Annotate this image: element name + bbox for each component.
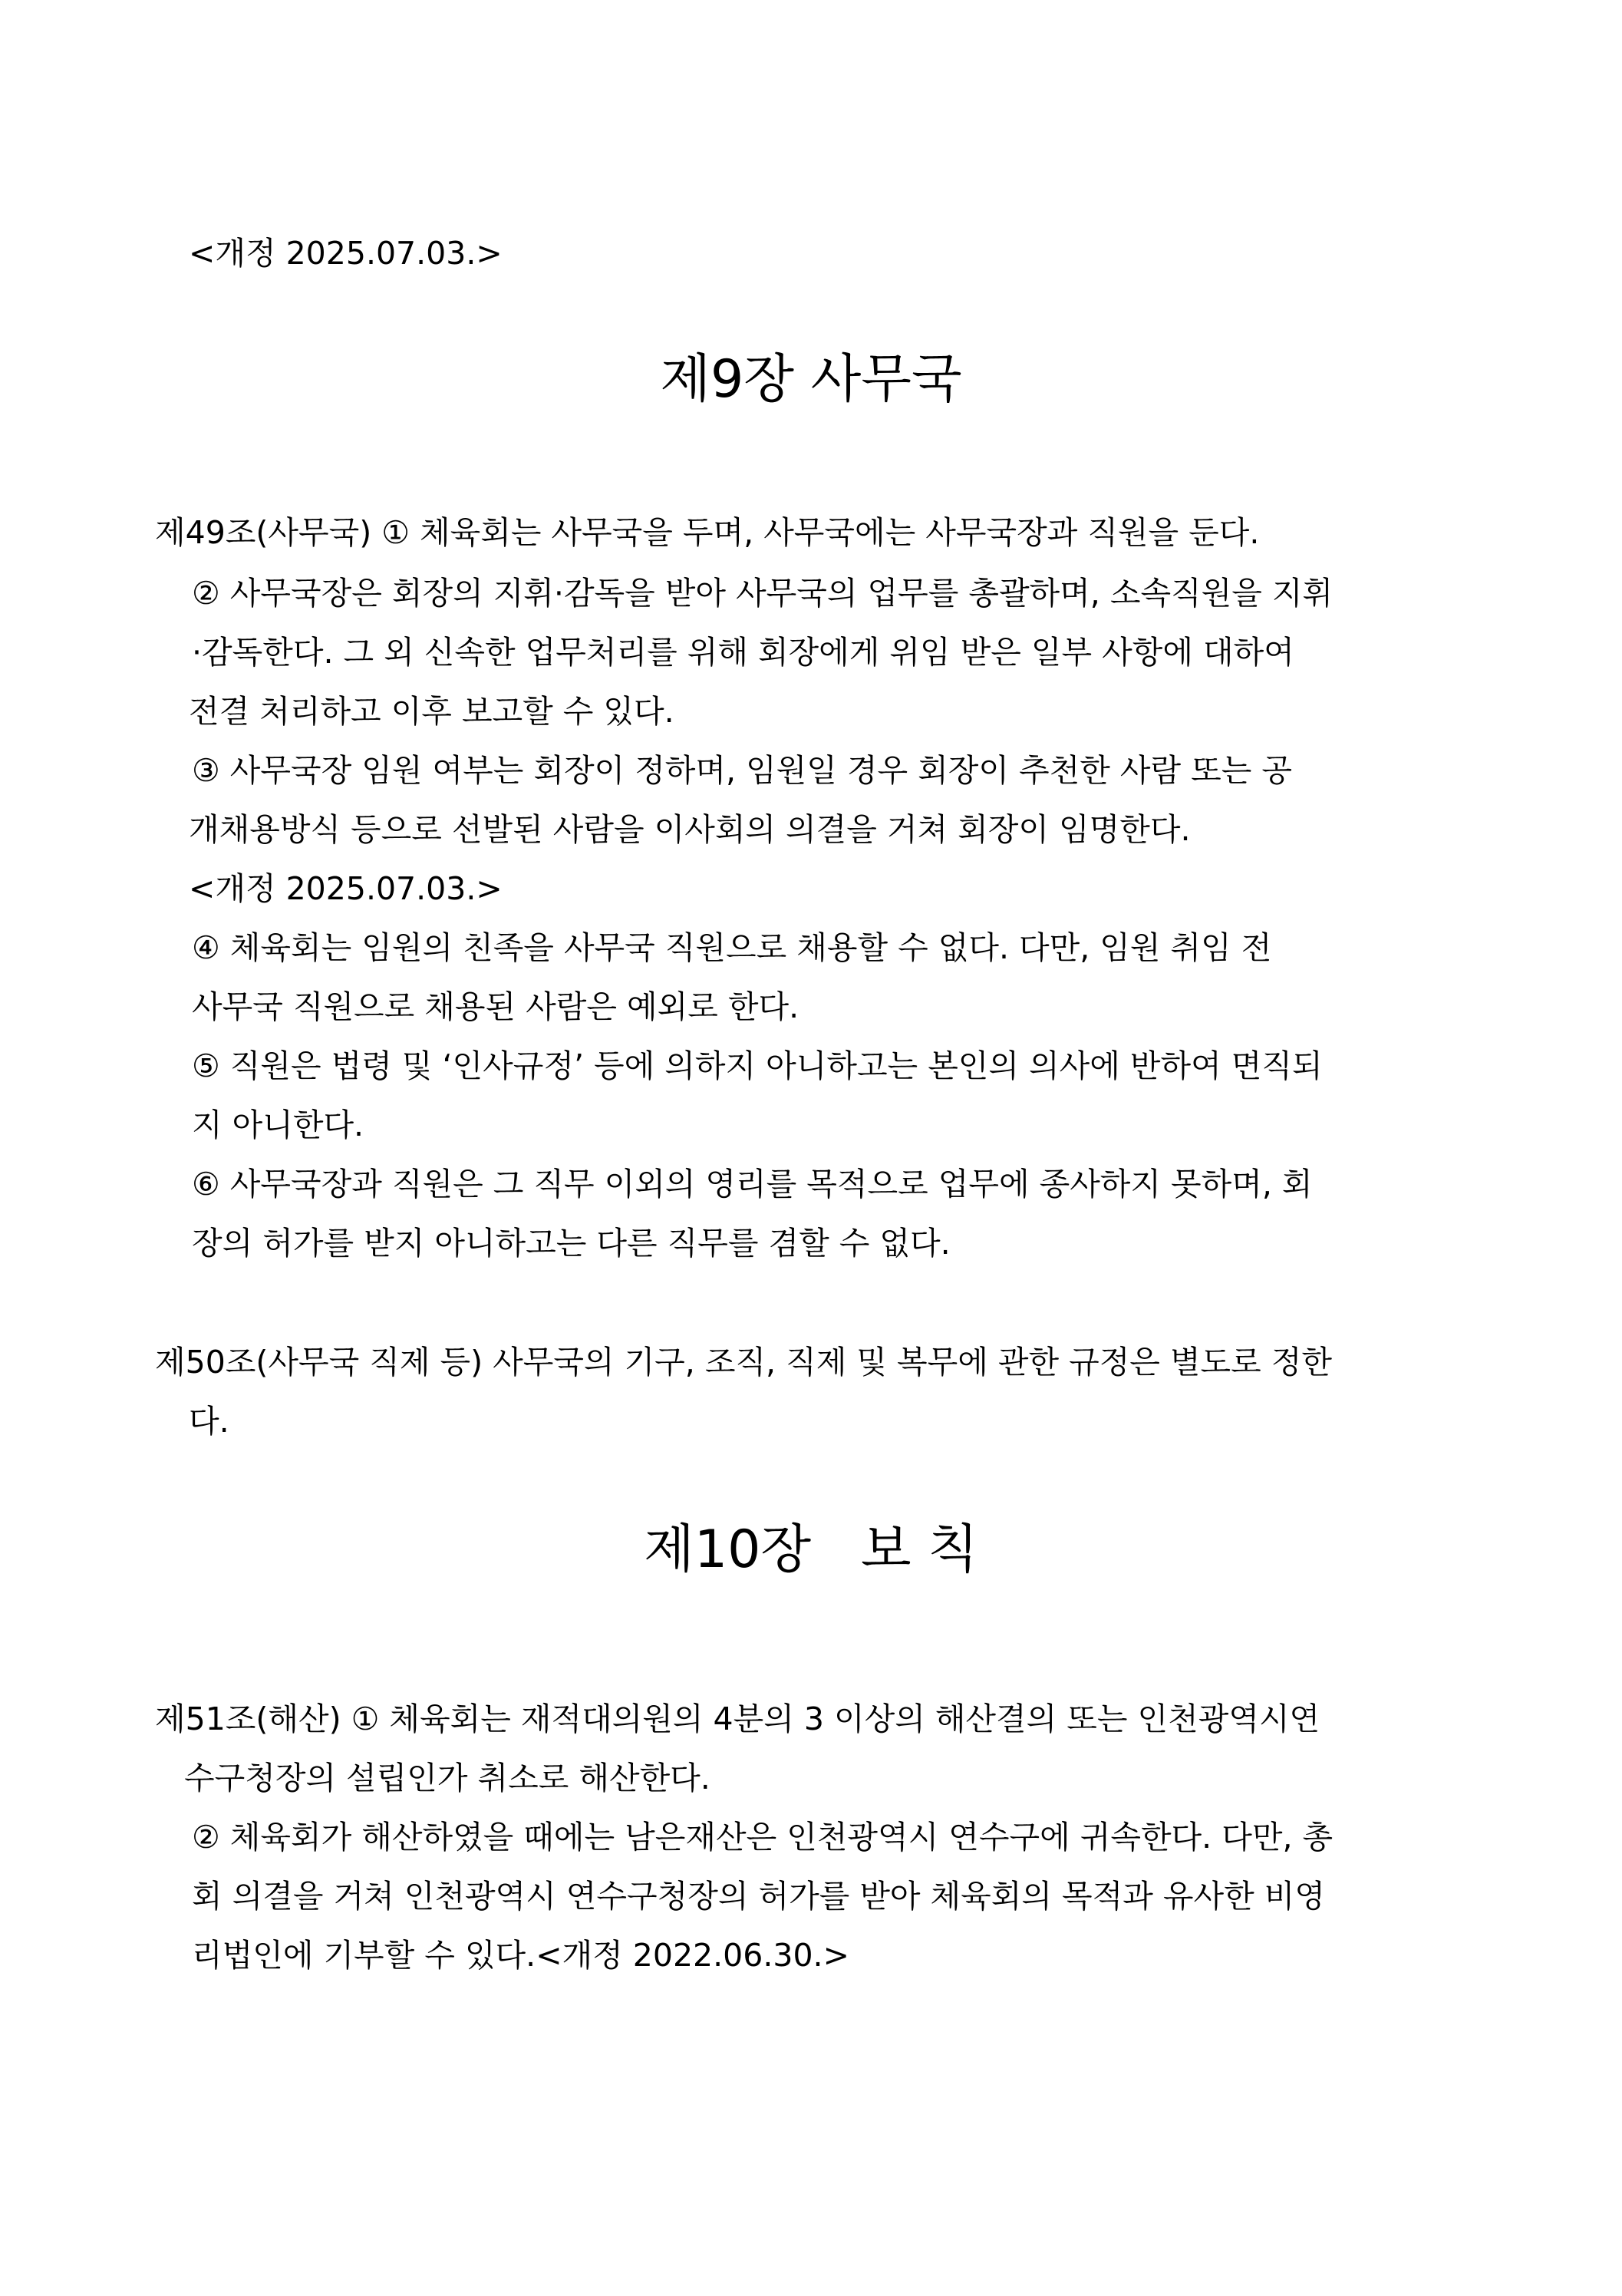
article-49-paragraph-5-line-2: 지 아니한다. [192,1107,364,1143]
chapter-9-title: 제9장 사무국 [660,349,962,410]
article-49-paragraph-2-line-3: 전결 처리하고 이후 보고할 수 있다. [189,693,674,730]
article-51-line-1: 제51조(해산) ① 체육회는 재적대의원의 4분의 3 이상의 해산결의 또는 인천광역시연 [155,1701,1320,1737]
article-49-paragraph-6-line-2: 장의 허가를 받지 아니하고는 다른 직무를 겸할 수 없다. [192,1225,951,1262]
article-49-paragraph-2-line-2: ·감독한다. 그 외 신속한 업무처리를 위해 회장에게 위임 받은 일부 사항에 대하여 [192,634,1294,671]
article-49-paragraph-6-line-1: ⑥ 사무국장과 직원은 그 직무 이외의 영리를 목적으로 업무에 종사하지 못하며, 회 [192,1166,1313,1202]
amendment-note: <개정 2025.07.03.> [189,235,503,272]
article-51-paragraph-2-line-1: ② 체육회가 해산하였을 때에는 남은재산은 인천광역시 연수구에 귀속한다. 다만, 총 [192,1819,1334,1856]
article-50-line-2: 다. [189,1403,229,1440]
article-49-paragraph-4-line-2: 사무국 직원으로 채용된 사람은 예외로 한다. [192,988,799,1025]
chapter-10-title: 제10장 보 칙 [644,1519,978,1580]
article-49-paragraph-3-line-2: 개채용방식 등으로 선발된 사람을 이사회의 의결을 거쳐 회장이 임명한다. [189,811,1191,848]
article-49-paragraph-3-line-1: ③ 사무국장 임원 여부는 회장이 정하며, 임원일 경우 회장이 추천한 사람 또는 공 [192,752,1292,789]
article-51-paragraph-2-line-3: 리법인에 기부할 수 있다.<개정 2022.06.30.> [192,1937,849,1974]
article-50-line-1: 제50조(사무국 직제 등) 사무국의 기구, 조직, 직제 및 복무에 관한 규정은 별도로 정한 [155,1344,1333,1381]
article-51-line-2: 수구청장의 설립인가 취소로 해산한다. [184,1760,710,1796]
article-51-paragraph-2-line-2: 회 의결을 거쳐 인천광역시 연수구청장의 허가를 받아 체육회의 목적과 유사한 비영 [192,1878,1325,1915]
article-49-line-1: 제49조(사무국) ① 체육회는 사무국을 두며, 사무국에는 사무국장과 직원을 둔다. [155,514,1260,551]
article-49-paragraph-4-line-1: ④ 체육회는 임원의 친족을 사무국 직원으로 채용할 수 없다. 다만, 임원 취임 전 [192,929,1272,966]
article-49-paragraph-2-line-1: ② 사무국장은 회장의 지휘·감독을 받아 사무국의 업무를 총괄하며, 소속직원을 지휘 [192,575,1334,612]
article-49-paragraph-3-amendment-note: <개정 2025.07.03.> [189,870,503,907]
article-49-paragraph-5-line-1: ⑤ 직원은 법령 및 ‘인사규정’ 등에 의하지 아니하고는 본인의 의사에 반하여 면직되 [192,1047,1323,1084]
